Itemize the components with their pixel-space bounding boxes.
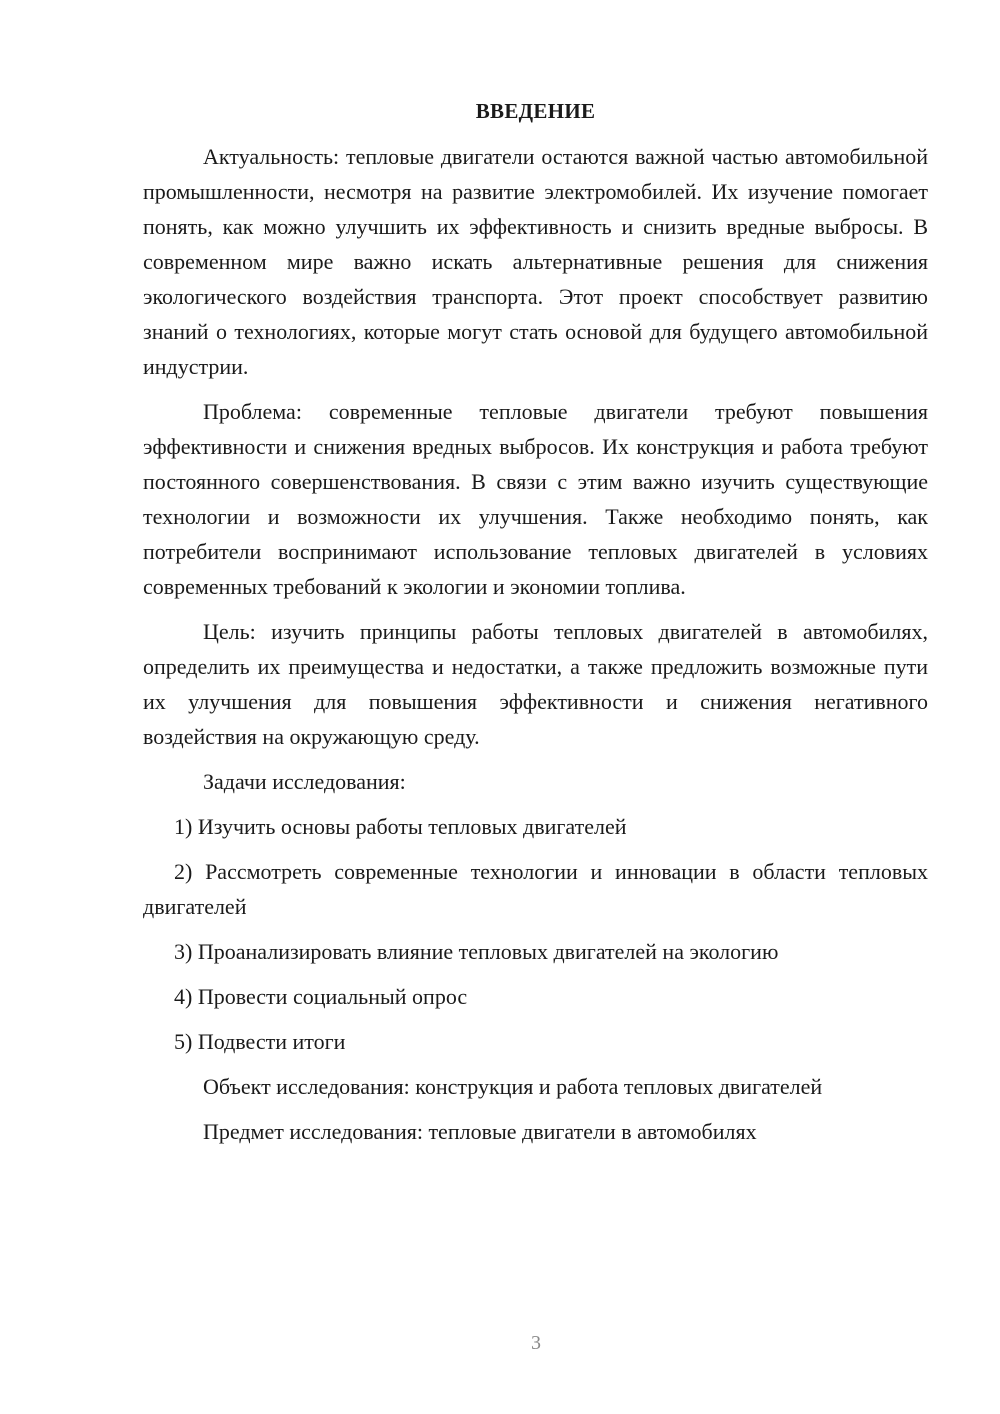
- research-object: Объект исследования: конструкция и работа тепловых двигателей: [203, 1074, 823, 1099]
- task-item-4: 4) Провести социальный опрос: [174, 984, 468, 1009]
- research-subject: Предмет исследования: тепловые двигатели в автомобилях: [203, 1119, 757, 1144]
- paragraph-relevance: Актуальность: тепловые двигатели остаются важной частью автомобильной промышленности, несмотря на развитие электромобилей. Их изучение помогает понять, как можно улучшить их эффективность и снизить вредные выбросы. В современном мире важно искать альтернативные решения для снижения экологического воздействия транспорта. Этот проект способствует развитию знаний о технологиях, которые могут стать основой для будущего автомобильной индустрии.: [143, 144, 928, 379]
- section-title: ВВЕДЕНИЕ: [475, 99, 596, 123]
- paragraph-problem: Проблема: современные тепловые двигатели требуют повышения эффективности и снижения вредных выбросов. Их конструкция и работа требуют постоянного совершенствования. В связи с этим важно изучить существующие технологии и возможности их улучшения. Также необходимо понять, как потребители воспринимают использование тепловых двигателей в условиях современных требований к экологии и экономии топлива.: [143, 399, 928, 599]
- task-item-3: 3) Проанализировать влияние тепловых двигателей на экологию: [174, 939, 779, 964]
- paragraph-goal: Цель: изучить принципы работы тепловых двигателей в автомобилях, определить их преимущества и недостатки, а также предложить возможные пути их улучшения для повышения эффективности и снижения негативного воздействия на окружающую среду.: [143, 619, 928, 749]
- task-item-1: 1) Изучить основы работы тепловых двигателей: [174, 814, 627, 839]
- task-item-5: 5) Подвести итоги: [174, 1029, 346, 1054]
- page-content: [143, 94, 928, 1159]
- page-number: 3: [531, 1332, 541, 1354]
- task-item-2: 2) Рассмотреть современные технологии и инновации в области тепловых двигателей: [143, 859, 928, 919]
- tasks-heading: Задачи исследования:: [203, 769, 406, 794]
